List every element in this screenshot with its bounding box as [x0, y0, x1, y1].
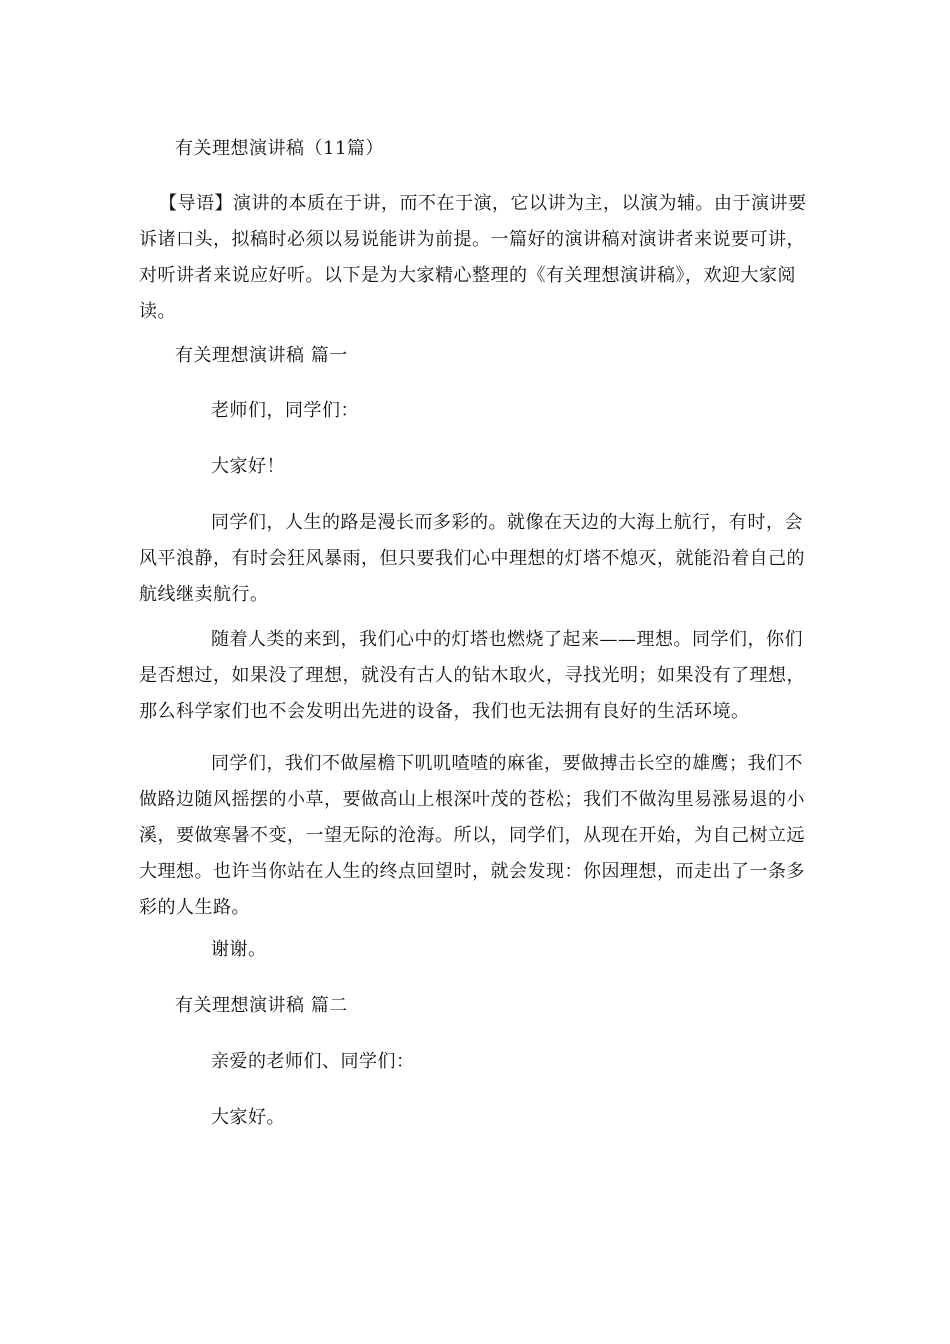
document-title: 有关理想演讲稿（11篇）	[175, 138, 384, 159]
salutation-2: 亲爱的老师们、同学们：	[211, 1051, 415, 1072]
salutation-1: 老师们，同学们：	[211, 400, 359, 421]
body-paragraph: 同学们，人生的路是漫长而多彩的。就像在天边的大海上航行，有时，会风平浪静，有时会狂风暴雨，但只要我们心中理想的灯塔不熄灭，就能沿着自己的航线继卖航行。	[139, 512, 805, 605]
closing-1: 谢谢。	[211, 939, 267, 960]
greeting-2: 大家好。	[211, 1107, 285, 1128]
body-paragraph: 同学们，我们不做屋檐下叽叽喳喳的麻雀，要做搏击长空的雄鹰；我们不做路边随风摇摆的小草，要做高山上根深叶茂的苍松；我们不做沟里易涨易退的小溪，要做寒暑不变，一望无际的沧海。所以，同学们，从现在开始，为自己树立远大理想。也许当你站在人生的终点回望时，就会发现：你因理想，而走出了一条多彩的人生路。	[139, 753, 805, 918]
section-heading-2: 有关理想演讲稿 篇二	[175, 995, 348, 1016]
greeting-1: 大家好！	[211, 456, 285, 477]
intro-paragraph: 【导语】演讲的本质在于讲，而不在于演，它以讲为主，以演为辅。由于演讲要诉诸口头，拟稿时必须以易说能讲为前提。一篇好的演讲稿对演讲者来说要可讲，对听讲者来说应好听。以下是为大家精心整理的《有关理想演讲稿》，欢迎大家阅读。	[139, 193, 807, 322]
section-heading-1: 有关理想演讲稿 篇一	[175, 345, 348, 366]
body-paragraph: 随着人类的来到，我们心中的灯塔也燃烧了起来——理想。同学们，你们是否想过，如果没了理想，就没有古人的钻木取火，寻找光明；如果没有了理想，那么科学家们也不会发明出先进的设备，我们也无法拥有良好的生活环境。	[139, 629, 805, 722]
